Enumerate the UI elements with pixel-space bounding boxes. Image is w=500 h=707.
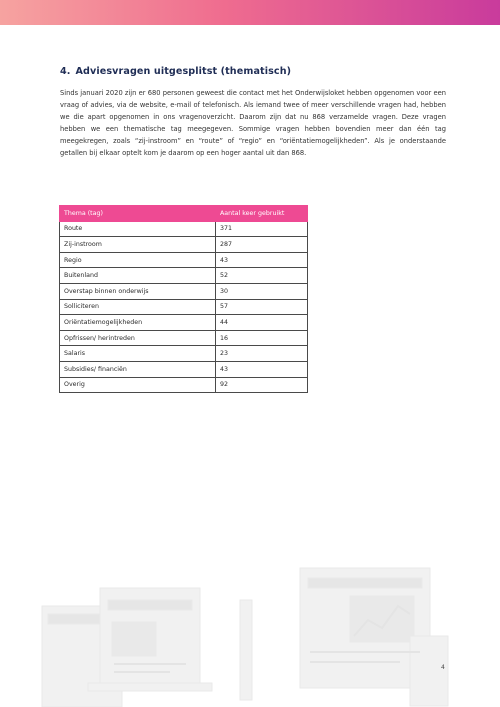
- table-row: [60, 283, 308, 299]
- cell-count: 43: [216, 361, 308, 377]
- cell-count: 30: [216, 283, 308, 299]
- cell-theme: Opfrissen/ herintreden: [60, 330, 216, 346]
- header-count: Aantal keer gebruikt: [216, 206, 308, 222]
- cell-theme: Route: [60, 221, 216, 237]
- section-title: Adviesvragen uitgesplitst (thematisch): [75, 66, 292, 77]
- cell-theme: Oriëntatiemogelijkheden: [60, 315, 216, 331]
- table-row: [60, 361, 308, 377]
- cell-count: 287: [216, 237, 308, 253]
- cell-theme: Buitenland: [60, 268, 216, 284]
- cell-theme: Salaris: [60, 346, 216, 362]
- cell-count: 43: [216, 252, 308, 268]
- cell-theme: Zij-instroom: [60, 237, 216, 253]
- cell-count: 16: [216, 330, 308, 346]
- table-row: [60, 252, 308, 268]
- section-number: 4.: [60, 66, 71, 77]
- theme-table: [59, 205, 308, 393]
- table-row: [60, 315, 308, 331]
- table-row: [60, 377, 308, 393]
- table-row: [60, 346, 308, 362]
- decor-image-block: [112, 622, 156, 656]
- cell-count: 44: [216, 315, 308, 331]
- cell-count: 57: [216, 299, 308, 315]
- top-gradient-band: [0, 0, 500, 25]
- cell-count: 92: [216, 377, 308, 393]
- intro-paragraph: Sinds januari 2020 zijn er 680 personen geweest die contact met het Onderwijsloket hebben opgenomen voor een vraag of advies, via de website, e-mail of telefonisch. Als iemand twee of meer verschillende vragen had, hebben we die apart opgenomen in ons vragenoverzicht. Daarom zijn dat nu 868 verzamelde vragen. Deze vragen hebben we een thematische tag meegegeven. Sommige vragen hebben bovendien meer dan één tag meegekregen, zoals “zij-instroom” en “route” of “regio” en “oriëntatiemogelijkheden”. Als je onderstaande getallen bij elkaar optelt kom je daarom op een hoger aantal uit dan 868.: [60, 89, 446, 157]
- cell-theme: Overig: [60, 377, 216, 393]
- table-row: [60, 221, 308, 237]
- header-theme: Thema (tag): [60, 206, 216, 222]
- table-row: [60, 299, 308, 315]
- decorative-illustration: [0, 540, 500, 707]
- table-row: [60, 268, 308, 284]
- decor-pen: [240, 600, 252, 700]
- cell-theme: Subsidies/ financiën: [60, 361, 216, 377]
- decor-phone: [410, 636, 448, 706]
- cell-count: 52: [216, 268, 308, 284]
- section-heading: [60, 66, 291, 77]
- decor-laptop-base: [88, 683, 212, 691]
- table-header-row: [60, 206, 308, 222]
- decor-window-right-bar: [308, 578, 422, 588]
- cell-count: 371: [216, 221, 308, 237]
- decor-monitor-bar: [108, 600, 192, 610]
- table-row: [60, 330, 308, 346]
- cell-theme: Overstap binnen onderwijs: [60, 283, 216, 299]
- cell-theme: Regio: [60, 252, 216, 268]
- decor-chart-block: [350, 596, 414, 642]
- cell-count: 23: [216, 346, 308, 362]
- cell-theme: Solliciteren: [60, 299, 216, 315]
- page-number: 4: [441, 664, 445, 671]
- table-row: [60, 237, 308, 253]
